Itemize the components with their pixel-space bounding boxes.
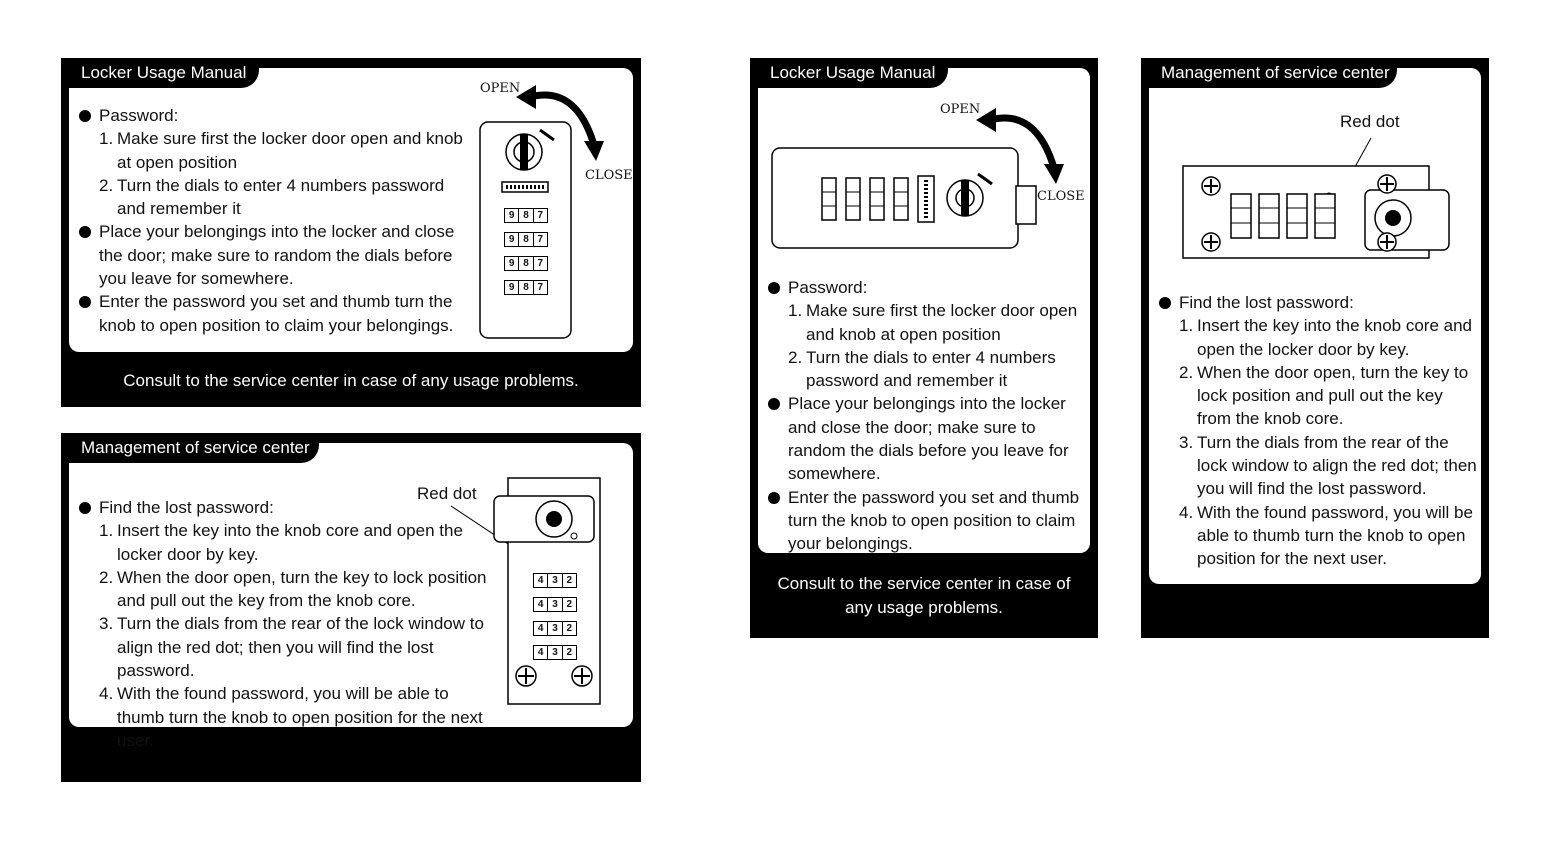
red-dot-label: Red dot <box>417 484 477 503</box>
lost-password-steps <box>1159 314 1477 570</box>
list-item: 1. Make sure first the locker door open and knob at open position <box>788 301 1078 344</box>
service-card-left-title: Management of service center <box>61 433 319 463</box>
dial-window: 9 8 7 <box>504 208 548 223</box>
manual-card-left-content <box>79 104 474 337</box>
close-label: CLOSE <box>1037 189 1085 204</box>
dial-window: 4 3 2 <box>533 621 577 636</box>
service-card-right-content <box>1159 291 1477 571</box>
list-item: 1. Make sure first the locker door open and knob at open position <box>99 129 463 172</box>
horizontal-lock-icon <box>770 146 1040 251</box>
password-steps <box>79 127 474 220</box>
claim-bullet: Enter the password you set and thumb turn the knob to open position to claim your belongings. <box>79 290 474 337</box>
open-label: OPEN <box>480 81 521 96</box>
manual-card-right <box>750 58 1098 638</box>
list-item: 2. Turn the dials to enter 4 numbers password and remember it <box>788 347 1056 391</box>
list-item: 1. Insert the key into the knob core and open the locker door by key. <box>1179 316 1473 359</box>
belongings-bullet: Place your belongings into the locker and close the door; make sure to random the dials before you leave for somewhere. <box>79 220 474 290</box>
lost-password-bullet: Find the lost password: <box>1159 291 1477 314</box>
claim-bullet: Enter the password you set and thumb turn the knob to open position to claim your belongings. <box>768 486 1086 556</box>
dial-window: 4 3 2 <box>533 597 577 612</box>
manual-card-left-footer: Consult to the service center in case of any usage problems. <box>123 371 579 390</box>
list-item: 3. Turn the dials from the rear of the lock window to align the red dot; then you will find the lost password. <box>1179 432 1477 499</box>
dial-window: 9 8 7 <box>504 232 548 247</box>
password-bullet: Password: <box>79 104 474 127</box>
dial-window: 4 3 2 <box>533 645 577 660</box>
list-item: 3. Turn the dials from the rear of the lock window to align the red dot; then you will find the lost password. <box>99 614 484 681</box>
service-card-right-title: Management of service center <box>1141 58 1397 88</box>
manual-card-left <box>61 58 641 407</box>
manual-card-right-footer: Consult to the service center in case of any usage problems. <box>777 574 1071 617</box>
dial-window: 9 8 7 <box>504 280 548 295</box>
password-bullet: Password: <box>768 276 1086 299</box>
dial-stack <box>504 208 548 295</box>
password-steps <box>768 299 1086 392</box>
rear-lock-icon <box>446 476 606 706</box>
service-card-left <box>61 433 641 782</box>
rear-lock-icon <box>1181 138 1461 258</box>
dial-window: 9 8 7 <box>504 256 548 271</box>
lost-password-steps <box>79 519 499 752</box>
list-item: 1. Insert the key into the knob core and open the locker door by key. <box>99 521 463 564</box>
service-card-left-content <box>79 496 499 752</box>
manual-card-right-title: Locker Usage Manual <box>750 58 948 88</box>
dial-window: 4 3 2 <box>533 573 577 588</box>
manual-card-right-content <box>768 276 1086 556</box>
lost-password-bullet: Find the lost password: <box>79 496 499 519</box>
list-item: 2. Turn the dials to enter 4 numbers password and remember it <box>99 175 445 219</box>
red-dot-label: Red dot <box>1340 112 1400 131</box>
open-label: OPEN <box>940 102 981 117</box>
list-item: 4. With the found password, you will be able to thumb turn the knob to open position for the next user. <box>99 684 483 750</box>
list-item: 2. When the door open, turn the key to lock position and pull out the key from the knob core. <box>1179 362 1469 429</box>
list-item: 4. With the found password, you will be able to thumb turn the knob to open position for the next user. <box>1179 502 1473 569</box>
close-label: CLOSE <box>585 168 633 183</box>
dial-stack <box>533 573 577 660</box>
manual-card-left-title: Locker Usage Manual <box>61 58 259 88</box>
belongings-bullet: Place your belongings into the locker and close the door; make sure to random the dials before you leave for somewhere. <box>768 392 1086 485</box>
list-item: 2. When the door open, turn the key to lock position and pull out the key from the knob core. <box>99 567 487 611</box>
service-card-right <box>1141 58 1489 638</box>
